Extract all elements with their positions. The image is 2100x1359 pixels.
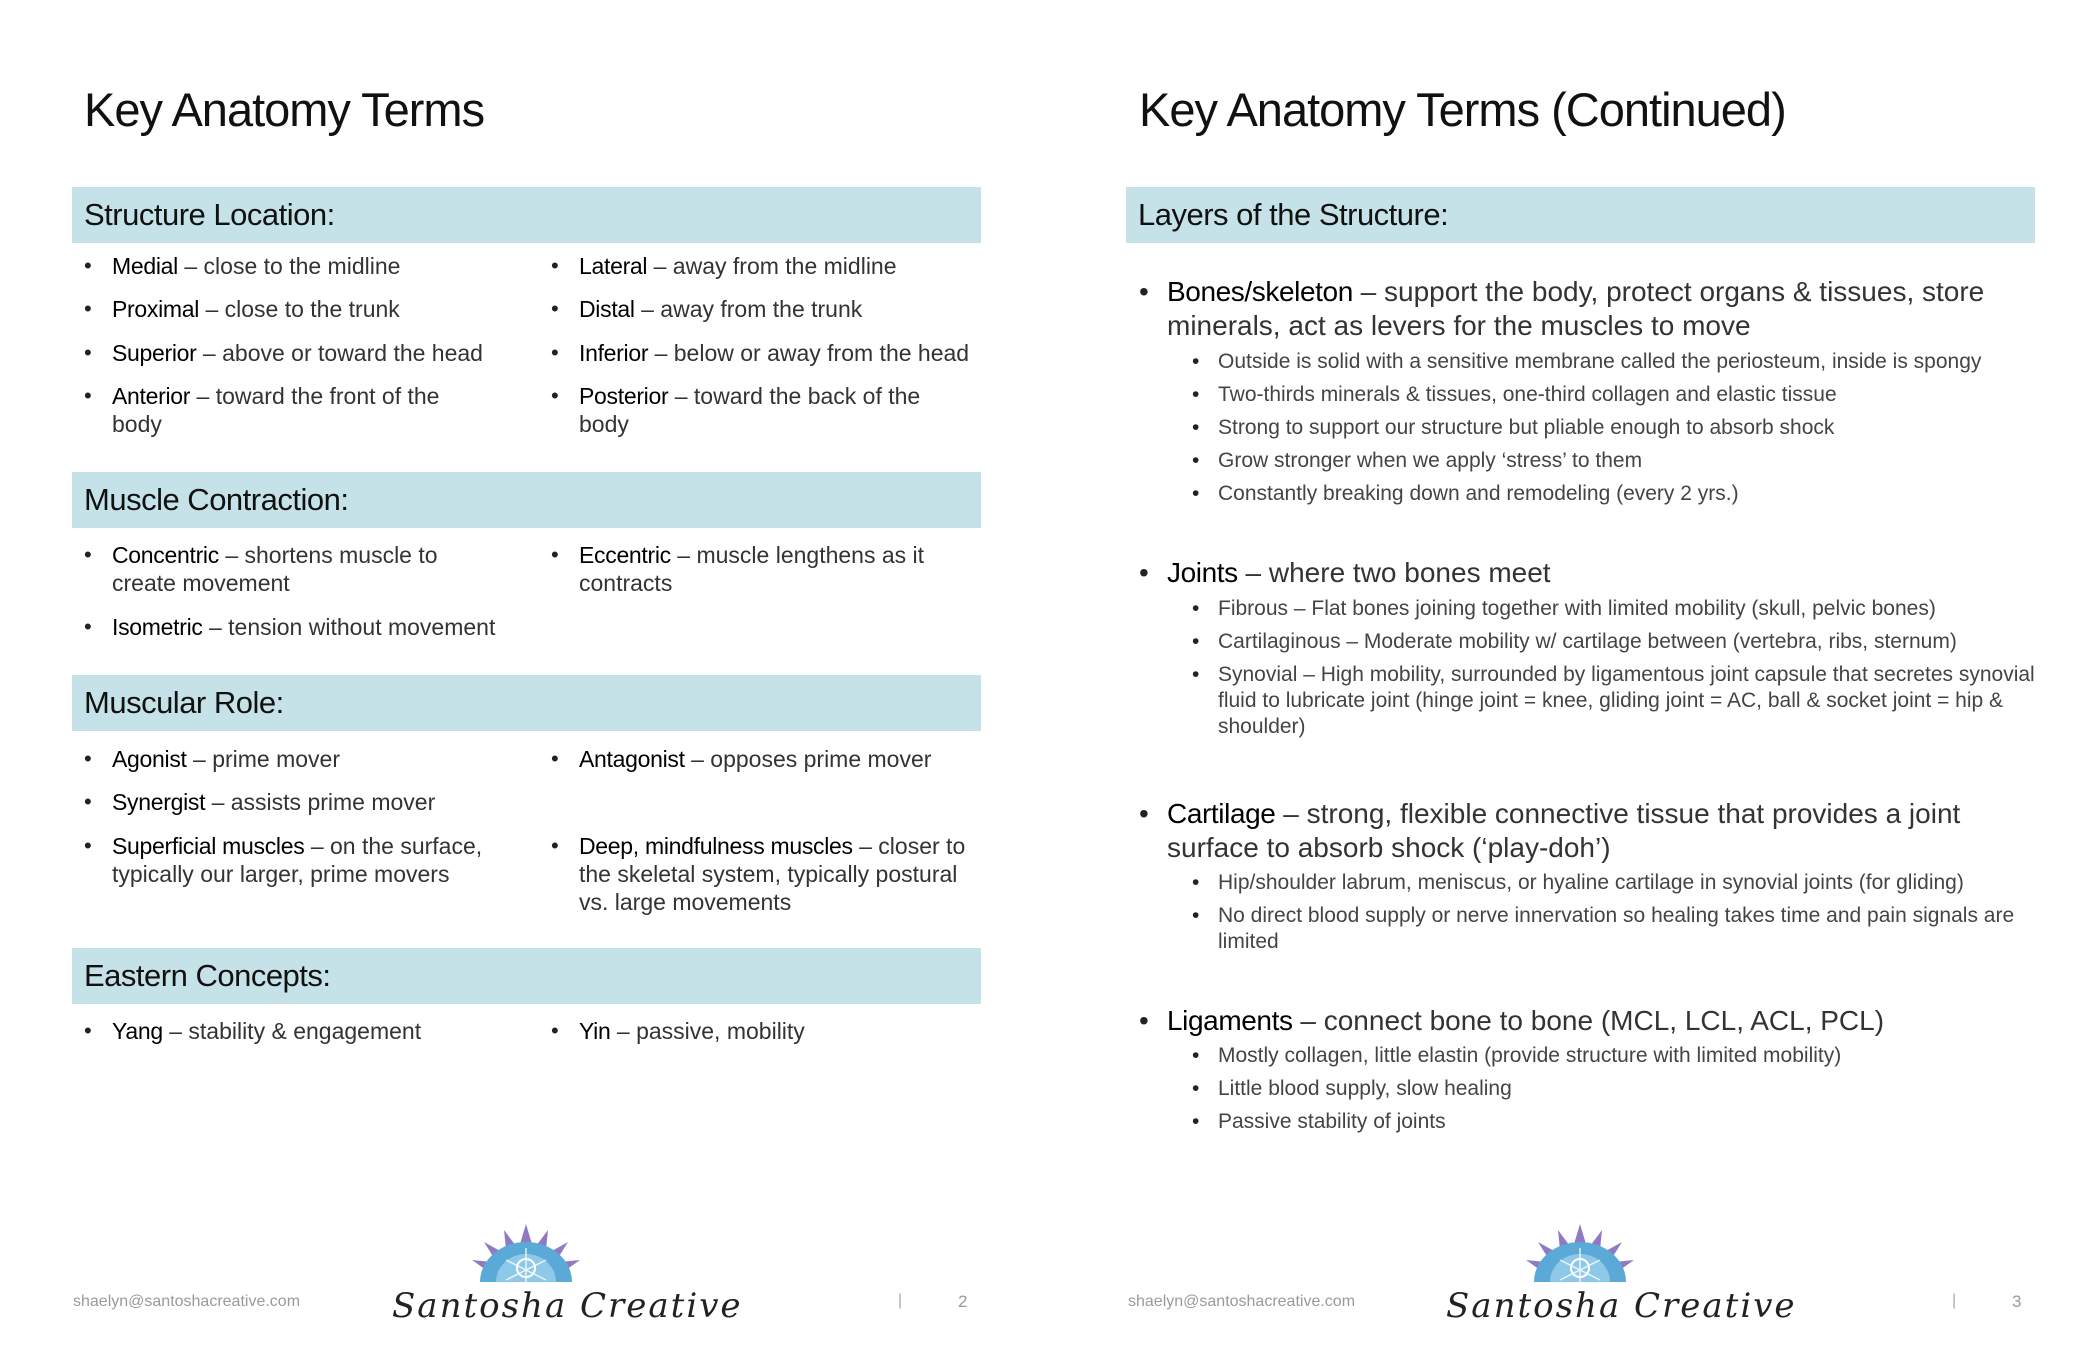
term-item xyxy=(84,252,524,280)
main-term-bones xyxy=(1139,275,2039,343)
sub-list-ligaments xyxy=(1192,1043,2052,1142)
term-desc: – on the surface, typically our larger, prime movers xyxy=(112,833,483,887)
list-item: • No direct blood supply or nerve innervation so healing takes time and pain signals are limited xyxy=(1192,903,2052,955)
list-item: • Strong to support our structure but pliable enough to absorb shock xyxy=(1192,415,2052,441)
section-heading-layers: Layers of the Structure: xyxy=(1126,187,2035,243)
term-item xyxy=(551,745,991,773)
term-name: Anterior xyxy=(112,383,191,409)
footer-email: shaelyn@santoshacreative.com xyxy=(1128,1293,1356,1310)
term-desc: – close to the midline xyxy=(177,253,401,279)
term-item xyxy=(84,832,504,888)
term-name: Medial xyxy=(112,253,178,279)
page-number: 3 xyxy=(2012,1292,2022,1311)
term-item xyxy=(551,339,991,367)
term-desc: – away from the trunk xyxy=(634,296,863,322)
term-name: Deep, mindfulness muscles xyxy=(579,833,853,859)
section-heading-eastern-concepts: Eastern Concepts: xyxy=(72,948,981,1004)
term-desc: – assists prime mover xyxy=(205,789,436,815)
section-heading-muscular-role: Muscular Role: xyxy=(72,675,981,731)
term-item xyxy=(84,339,524,367)
main-term-cartilage xyxy=(1139,797,2039,865)
term-desc: – toward the front of the body xyxy=(112,383,440,437)
term-desc: – where two bones meet xyxy=(1237,557,1551,588)
term-name: Lateral xyxy=(579,253,648,279)
term-desc: – above or toward the head xyxy=(196,340,483,366)
term-name: Yang xyxy=(112,1018,163,1044)
term-desc: – passive, mobility xyxy=(610,1018,805,1044)
term-item xyxy=(84,541,464,597)
lotus-mandala-icon xyxy=(1520,1222,1640,1282)
term-item xyxy=(84,1017,524,1045)
term-item xyxy=(551,541,971,597)
term-name: Bones/skeleton xyxy=(1167,276,1353,307)
sub-list-cartilage xyxy=(1192,870,2052,962)
term-desc: – opposes prime mover xyxy=(684,746,932,772)
main-term-joints xyxy=(1139,556,2039,590)
sub-list-joints xyxy=(1192,596,2052,747)
term-name: Distal xyxy=(579,296,635,322)
term-name: Ligaments xyxy=(1167,1005,1293,1036)
term-item xyxy=(84,382,484,438)
term-desc: – support the body, protect organs & tissues, store minerals, act as levers for the muscles to move xyxy=(1167,276,1985,341)
term-item xyxy=(551,382,951,438)
term-desc: – closer to the skeletal system, typically postural vs. large movements xyxy=(579,833,966,915)
term-desc: – prime mover xyxy=(186,746,340,772)
page-number: 2 xyxy=(958,1292,968,1311)
main-term-ligaments xyxy=(1139,1004,2039,1038)
term-desc: – muscle lengthens as it contracts xyxy=(579,542,925,596)
page-title: Key Anatomy Terms xyxy=(84,83,485,136)
list-item: • Hip/shoulder labrum, meniscus, or hyaline cartilage in synovial joints (for gliding) xyxy=(1192,870,2052,896)
section-heading-structure-location: Structure Location: xyxy=(72,187,981,243)
term-name: Yin xyxy=(579,1018,611,1044)
term-desc: – close to the trunk xyxy=(199,296,400,322)
term-desc: – toward the back of the body xyxy=(579,383,921,437)
term-name: Superficial muscles xyxy=(112,833,305,859)
list-item: • Outside is solid with a sensitive membrane called the periosteum, inside is spongy xyxy=(1192,349,2052,375)
footer-separator: | xyxy=(898,1292,903,1309)
list-item: • Two-thirds minerals & tissues, one-third collagen and elastic tissue xyxy=(1192,382,2052,408)
logo-wordmark: Santosha Creative xyxy=(392,1286,743,1326)
term-name: Antagonist xyxy=(579,746,685,772)
term-item xyxy=(551,1017,991,1045)
term-item xyxy=(84,613,524,641)
term-desc: – shortens muscle to create movement xyxy=(112,542,438,596)
term-name: Isometric xyxy=(112,614,203,640)
term-name: Joints xyxy=(1167,557,1238,588)
footer-email: shaelyn@santoshacreative.com xyxy=(73,1293,301,1310)
term-desc: – away from the midline xyxy=(647,253,897,279)
term-name: Cartilage xyxy=(1167,798,1276,829)
term-item xyxy=(84,788,524,816)
list-item: • Cartilaginous – Moderate mobility w/ cartilage between (vertebra, ribs, sternum) xyxy=(1192,629,2052,655)
lotus-mandala-icon xyxy=(466,1222,586,1282)
page-title: Key Anatomy Terms (Continued) xyxy=(1139,83,1786,136)
term-item xyxy=(551,252,991,280)
term-desc: – connect bone to bone (MCL, LCL, ACL, PCL) xyxy=(1292,1005,1885,1036)
term-name: Posterior xyxy=(579,383,669,409)
term-name: Superior xyxy=(112,340,197,366)
list-item: • Little blood supply, slow healing xyxy=(1192,1076,2052,1102)
term-name: Eccentric xyxy=(579,542,671,568)
term-item xyxy=(551,832,981,916)
list-item: • Constantly breaking down and remodeling (every 2 yrs.) xyxy=(1192,481,2052,507)
term-name: Synergist xyxy=(112,789,206,815)
term-name: Agonist xyxy=(112,746,187,772)
list-item: • Synovial – High mobility, surrounded by ligamentous joint capsule that secretes synovial fluid to lubricate joint (hinge joint = knee, gliding joint = AC, ball & socket joint = hip & shoulder) xyxy=(1192,662,2052,740)
list-item: • Fibrous – Flat bones joining together with limited mobility (skull, pelvic bones) xyxy=(1192,596,2052,622)
section-heading-muscle-contraction: Muscle Contraction: xyxy=(72,472,981,528)
logo-wordmark: Santosha Creative xyxy=(1446,1286,1797,1326)
term-name: Proximal xyxy=(112,296,200,322)
term-item xyxy=(84,295,524,323)
term-desc: – strong, flexible connective tissue that provides a joint surface to absorb shock (‘play-doh’) xyxy=(1167,798,1961,863)
footer-separator: | xyxy=(1952,1292,1957,1309)
term-item xyxy=(551,295,991,323)
term-name: Concentric xyxy=(112,542,219,568)
list-item: • Mostly collagen, little elastin (provide structure with limited mobility) xyxy=(1192,1043,2052,1069)
term-name: Inferior xyxy=(579,340,649,366)
sub-list-bones xyxy=(1192,349,2052,514)
term-desc: – below or away from the head xyxy=(648,340,970,366)
term-item xyxy=(84,745,524,773)
term-desc: – stability & engagement xyxy=(162,1018,422,1044)
page-right xyxy=(1050,0,2100,1359)
list-item: • Passive stability of joints xyxy=(1192,1109,2052,1135)
term-desc: – tension without movement xyxy=(202,614,496,640)
list-item: • Grow stronger when we apply ‘stress’ to them xyxy=(1192,448,2052,474)
